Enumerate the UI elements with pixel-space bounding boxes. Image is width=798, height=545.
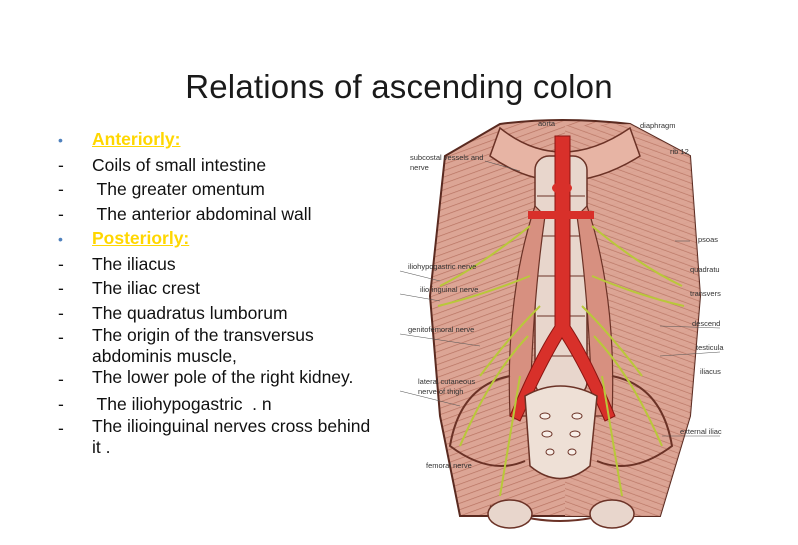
anteriorly-heading: Anteriorly:: [92, 129, 181, 149]
label-subcostal: subcostal vessels and: [410, 153, 484, 162]
label-external-iliac: external iliac: [680, 427, 722, 436]
posteriorly-heading: Posteriorly:: [92, 228, 190, 248]
right-femoral-head: [590, 500, 634, 528]
list-item: [58, 177, 378, 202]
label-genitofemoral: genitofemoral nerve: [408, 325, 475, 334]
list-item-text: The iliacus: [92, 253, 176, 274]
list-item-text: The iliohypogastric . n: [92, 393, 272, 414]
dash-marker: -: [58, 327, 64, 347]
label-ilioinguinal: ilio-inguinal nerve: [420, 285, 479, 294]
dash-marker: -: [58, 278, 64, 298]
list-item: [58, 153, 378, 178]
slide-title: Relations of ascending colon: [185, 68, 613, 105]
label-nerve: nerve: [410, 163, 429, 172]
label-nerve-of-thigh: nerve of thigh: [418, 387, 464, 396]
left-femoral-head: [488, 500, 532, 528]
dash-marker: -: [58, 302, 64, 323]
list-item-text: The iliac crest: [92, 278, 200, 298]
list-item: [58, 325, 378, 367]
label-testicular: testicula: [696, 343, 724, 352]
bullet-marker: •: [58, 132, 63, 148]
label-diaphragm: diaphragm: [640, 121, 676, 130]
dash-marker: -: [58, 393, 64, 414]
bullet-list: [58, 127, 378, 458]
label-lateral-cutaneous: lateral cutaneous: [418, 377, 476, 386]
renal-arteries: [528, 211, 594, 219]
posterior-abdominal-wall-drawing: [400, 116, 724, 540]
label-quadratus: quadratu: [690, 265, 720, 274]
bullet-marker: •: [58, 231, 63, 247]
dash-marker: -: [58, 418, 64, 438]
list-item-text: The ilioinguinal nerves cross behind it .: [92, 416, 371, 457]
label-iliacus: iliacus: [700, 367, 721, 376]
list-item-text: Coils of small intestine: [92, 154, 267, 175]
celiac-branch: [552, 182, 572, 194]
label-transversus: transvers: [690, 289, 721, 298]
label-psoas: psoas: [698, 235, 719, 244]
dash-marker: -: [58, 369, 64, 389]
list-item-text: The greater omentum: [92, 179, 265, 199]
list-item: [58, 276, 378, 301]
list-item-text: The quadratus lumborum: [92, 302, 288, 323]
dash-marker: -: [58, 203, 64, 224]
dash-marker: -: [58, 154, 64, 175]
list-item: [58, 202, 378, 227]
anatomy-illustration: [400, 116, 724, 540]
list-item: [58, 301, 378, 326]
list-item: [58, 127, 378, 153]
label-iliohypogastric: iliohypogastric nerve: [408, 262, 477, 271]
dash-marker: -: [58, 179, 64, 199]
list-item-text: The anterior abdominal wall: [92, 203, 312, 224]
list-item: [58, 226, 378, 252]
label-aorta: aorta: [538, 119, 556, 128]
sacrum: [525, 386, 597, 479]
list-item-text: The origin of the transversus abdominis muscle,: [92, 325, 314, 366]
list-item: [58, 252, 378, 277]
label-femoral: femoral nerve: [426, 461, 472, 470]
dash-marker: -: [58, 253, 64, 274]
list-item: [58, 392, 378, 417]
label-descending: descend: [692, 319, 721, 328]
list-item-text: The lower pole of the right kidney.: [92, 367, 354, 387]
label-rib12: rib 12: [670, 147, 689, 156]
list-item: [58, 367, 378, 392]
list-item: [58, 416, 378, 458]
